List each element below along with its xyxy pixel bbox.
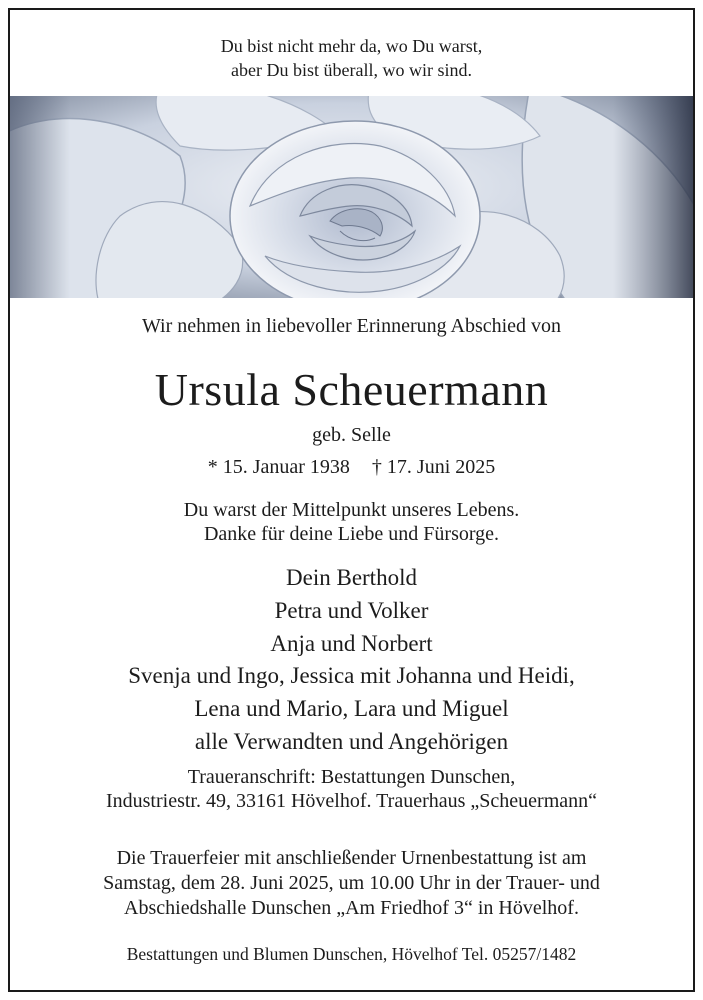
ceremony-line: Die Trauerfeier mit anschließender Urnenbestattung ist am: [116, 847, 587, 869]
mourner-line: alle Verwandten und Angehörigen: [194, 728, 509, 754]
ceremony-line: Abschiedshalle Dunschen „Am Friedhof 3“ in Hövelhof.: [124, 897, 579, 919]
mourning-address: [10, 765, 693, 813]
quote-line: Danke für deine Liebe und Fürsorge.: [203, 523, 500, 545]
address-line: Traueranschrift: Bestattungen Dunschen,: [187, 766, 516, 788]
mourner-line: Anja und Norbert: [270, 630, 433, 656]
birth-name: geb. Selle: [312, 424, 391, 446]
quote-line: Du warst der Mittelpunkt unseres Lebens.: [183, 499, 520, 521]
obituary-notice: [8, 8, 695, 992]
death-date: † 17. Juni 2025: [371, 456, 496, 478]
motto-line: Du bist nicht mehr da, wo Du warst,: [220, 36, 483, 56]
ceremony-info: [10, 846, 693, 921]
intro-text: Wir nehmen in liebevoller Erinnerung Abschied von: [141, 315, 562, 337]
motto: [10, 34, 693, 82]
mourner-line: Svenja und Ingo, Jessica mit Johanna und Heidi,: [128, 663, 575, 689]
ceremony-line: Samstag, dem 28. Juni 2025, um 10.00 Uhr in der Trauer- und: [103, 872, 600, 894]
life-dates: [10, 456, 693, 479]
birth-date: * 15. Januar 1938: [207, 456, 350, 478]
rose-photo: [10, 96, 693, 298]
mourner-line: Dein Berthold: [286, 565, 417, 590]
mourners-list: [10, 562, 693, 759]
motto-line: aber Du bist überall, wo wir sind.: [231, 60, 472, 80]
quote: [10, 498, 693, 546]
deceased-name: Ursula Scheuermann: [154, 364, 549, 415]
mourner-line: Lena und Mario, Lara und Miguel: [194, 696, 509, 722]
address-line: Industriestr. 49, 33161 Hövelhof. Trauerhaus „Scheuermann“: [105, 790, 597, 812]
mourner-line: Petra und Volker: [274, 597, 429, 623]
funeral-home-footer: Bestattungen und Blumen Dunschen, Hövelhof Tel. 05257/1482: [126, 944, 577, 964]
